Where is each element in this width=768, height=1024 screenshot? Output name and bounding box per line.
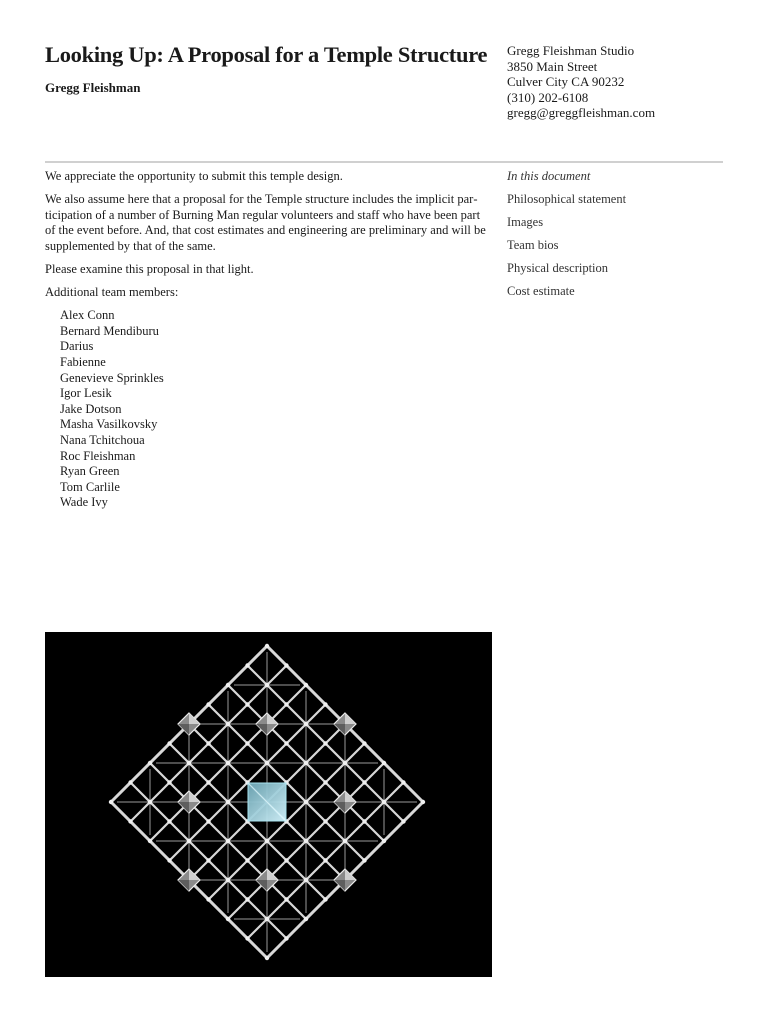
list-item: Wade Ivy (60, 495, 108, 510)
document-title: Looking Up: A Proposal for a Temple Structure (45, 42, 488, 67)
list-item: Ryan Green (60, 464, 120, 479)
list-item: Igor Lesik (60, 386, 112, 401)
members-heading: Additional team members: (45, 285, 179, 300)
lattice-joint (265, 761, 269, 765)
lattice-joint (323, 858, 327, 862)
lattice-joint (343, 839, 347, 843)
lattice-joint (265, 683, 269, 687)
lattice-joint (284, 741, 288, 745)
toc-item-team-bios[interactable]: Team bios (507, 238, 559, 253)
lattice-joint (226, 839, 230, 843)
lattice-joint (206, 819, 210, 823)
lattice-joint (362, 819, 366, 823)
lattice-joint (362, 858, 366, 862)
lattice-joint (304, 683, 308, 687)
lattice-joint (148, 839, 152, 843)
lattice-joint (382, 839, 386, 843)
lattice-joint (304, 800, 308, 804)
examine-paragraph: Please examine this proposal in that light. (45, 261, 254, 276)
lattice-joint (187, 839, 191, 843)
lattice-joint (206, 780, 210, 784)
lattice-joint (226, 722, 230, 726)
list-item: Alex Conn (60, 308, 115, 323)
toc-item-physical-description[interactable]: Physical description (507, 261, 609, 276)
lattice-joint (226, 917, 230, 921)
author-name: Gregg Fleishman (45, 80, 141, 95)
assumption-paragraph: We also assume here that a proposal for the Temple structure includes the implicit participation of a number of Burning Man regular volunteers and staff who have been part of the event before. And, that cost estimates and engineering are preliminary and will be supplemented by that of the same. (45, 192, 486, 253)
lattice-joint (284, 702, 288, 706)
lattice-joint (245, 702, 249, 706)
temple-lattice-drawing (45, 632, 492, 977)
lattice-joint (284, 663, 288, 667)
lattice-joint (109, 800, 113, 804)
lattice-joint (265, 956, 269, 960)
lattice-joint (304, 722, 308, 726)
lattice-joint (401, 780, 405, 784)
lattice-joint (323, 819, 327, 823)
toc-item-philosophical-statement[interactable]: Philosophical statement (507, 192, 627, 207)
center-cube (248, 783, 286, 821)
lattice-joint (245, 741, 249, 745)
lattice-joint (167, 741, 171, 745)
lattice-joint (187, 761, 191, 765)
email-address[interactable]: gregg@greggfleishman.com (507, 105, 656, 121)
lattice-joint (245, 858, 249, 862)
lattice-joint (245, 936, 249, 940)
lattice-joint (265, 917, 269, 921)
lattice-joint (382, 800, 386, 804)
lattice-joint (206, 897, 210, 901)
lattice-joint (323, 702, 327, 706)
table-of-contents (507, 169, 626, 308)
list-item: Fabienne (60, 354, 106, 369)
list-item: Nana Tchitchoua (60, 432, 145, 447)
lattice-joint (245, 663, 249, 667)
street-address: 3850 Main Street (507, 58, 598, 74)
toc-item-cost-estimate[interactable]: Cost estimate (507, 284, 575, 299)
lattice-joint (226, 878, 230, 882)
lattice-joint (167, 819, 171, 823)
studio-name: Gregg Fleishman Studio (507, 43, 635, 58)
lattice-joint (323, 780, 327, 784)
lattice-joint (284, 936, 288, 940)
lattice-joint (304, 839, 308, 843)
intro-paragraph: We appreciate the opportunity to submit this temple design. (45, 169, 343, 183)
lattice-joint (323, 897, 327, 901)
lattice-joint (421, 800, 425, 804)
contact-block (507, 43, 655, 121)
list-item: Roc Fleishman (60, 448, 136, 463)
lattice-joint (148, 761, 152, 765)
lattice-joint (245, 897, 249, 901)
lattice-joint (226, 761, 230, 765)
lattice-joint (362, 780, 366, 784)
team-members-list (45, 308, 493, 511)
lattice-joint (206, 702, 210, 706)
lattice-joint (128, 819, 132, 823)
lattice-joint (343, 761, 347, 765)
lattice-joint (128, 780, 132, 784)
temple-render-image (45, 632, 492, 977)
lattice-joint (304, 878, 308, 882)
header-divider (45, 161, 723, 163)
lattice-joint (284, 897, 288, 901)
lattice-joint (265, 839, 269, 843)
lattice-joint (167, 780, 171, 784)
lattice-joint (304, 761, 308, 765)
lattice-joint (401, 819, 405, 823)
lattice-joint (206, 858, 210, 862)
lattice-joint (148, 800, 152, 804)
lattice-joint (382, 761, 386, 765)
phone-number: (310) 202-6108 (507, 89, 589, 105)
list-item: Tom Carlile (60, 479, 120, 494)
list-item: Jake Dotson (60, 401, 122, 416)
lattice-joint (265, 644, 269, 648)
list-item: Masha Vasilkovsky (60, 417, 158, 432)
toc-item-images[interactable]: Images (507, 215, 544, 230)
lattice-joint (284, 858, 288, 862)
list-item: Darius (60, 339, 94, 354)
lattice-joint (206, 741, 210, 745)
city-address: Culver City CA 90232 (507, 74, 625, 90)
lattice-joint (304, 917, 308, 921)
lattice-joint (323, 741, 327, 745)
lattice-joint (362, 741, 366, 745)
lattice-joint (167, 858, 171, 862)
list-item: Bernard Mendiburu (60, 323, 159, 338)
main-text (45, 169, 493, 511)
list-item: Genevieve Sprinkles (60, 370, 164, 385)
lattice-joint (226, 800, 230, 804)
lattice-joint (226, 683, 230, 687)
toc-title: In this document (507, 169, 591, 183)
